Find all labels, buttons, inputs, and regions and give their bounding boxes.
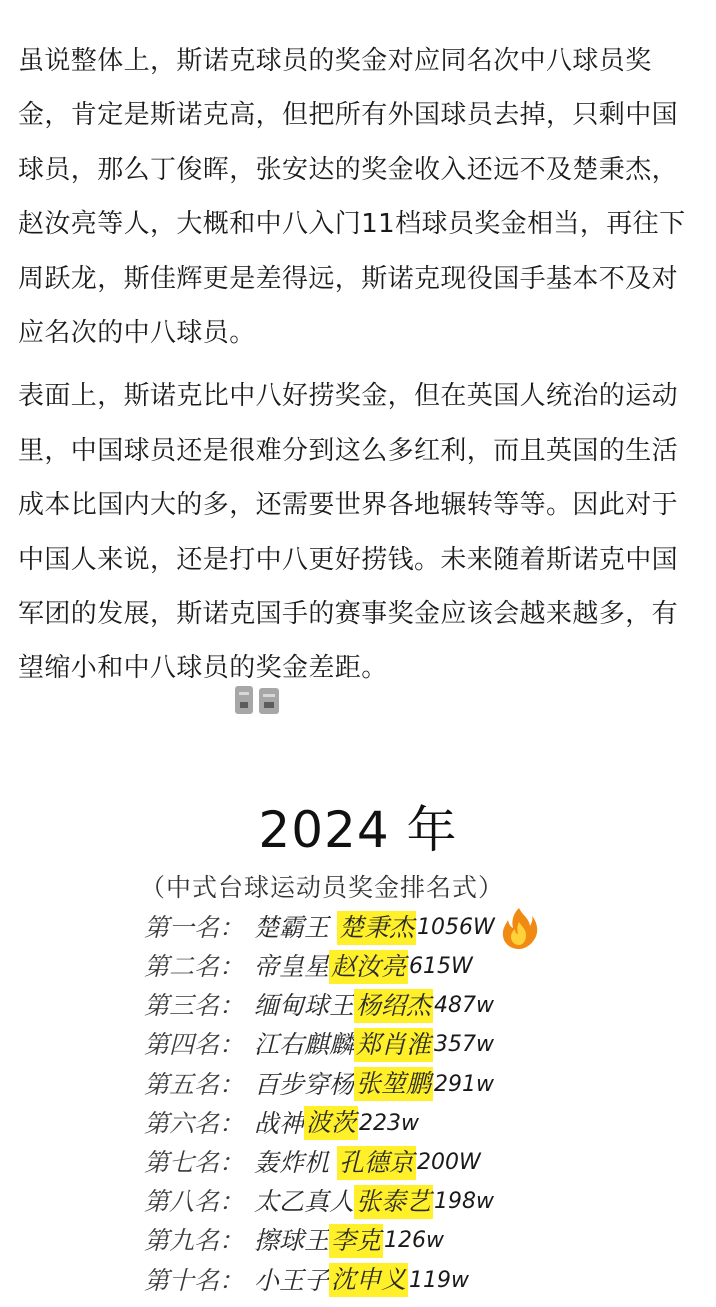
player-name: 楚秉杰 xyxy=(337,911,416,945)
player-nickname: 战神 xyxy=(254,1108,305,1138)
prize-ranking-image xyxy=(0,786,716,1307)
prize-amount: 487w xyxy=(434,993,495,1019)
rank-label: 第六名： xyxy=(144,1108,245,1138)
player-nickname: 擦球王 xyxy=(254,1226,330,1256)
player-name: 沈申义 xyxy=(329,1263,408,1297)
player-name: 杨绍杰 xyxy=(354,989,433,1023)
prize-amount: 200W xyxy=(416,1150,481,1176)
rank-label: 第十名： xyxy=(144,1265,245,1295)
ranking-row xyxy=(144,945,539,984)
ranking-row xyxy=(144,1102,539,1141)
rank-label: 第三名： xyxy=(144,991,245,1021)
rank-label: 第四名： xyxy=(144,1030,245,1060)
ranking-row xyxy=(144,1141,539,1180)
player-name: 郑肖淮 xyxy=(354,1028,433,1062)
player-nickname: 太乙真人 xyxy=(254,1187,355,1217)
ranking-row xyxy=(144,906,539,945)
rank-label: 第七名： xyxy=(144,1148,245,1178)
ranking-row xyxy=(144,984,539,1023)
ranking-row xyxy=(144,1220,539,1259)
player-name: 张堃鹏 xyxy=(354,1067,433,1101)
ranking-row xyxy=(144,1063,539,1102)
player-name: 波茨 xyxy=(304,1106,358,1140)
player-nickname: 帝皇星 xyxy=(254,952,330,982)
prize-amount: 1056W xyxy=(416,915,495,941)
article-text xyxy=(18,34,698,696)
ranking-title: 2024 年 xyxy=(258,801,458,859)
prize-amount: 291w xyxy=(434,1071,495,1097)
fire-icon xyxy=(499,906,539,950)
player-nickname: 百步穿杨 xyxy=(254,1069,355,1099)
prize-amount: 126w xyxy=(384,1228,445,1254)
ranking-row xyxy=(144,1024,539,1063)
player-nickname: 小王子 xyxy=(254,1265,330,1295)
ranking-subtitle: （中式台球运动员奖金排名式） xyxy=(140,873,505,902)
player-nickname: 江右麒麟 xyxy=(254,1030,355,1060)
rank-label: 第二名： xyxy=(144,952,245,982)
player-nickname: 楚霸王 xyxy=(254,913,330,943)
player-name: 张泰艺 xyxy=(354,1185,433,1219)
prize-amount: 119w xyxy=(409,1267,470,1293)
prize-amount: 198w xyxy=(434,1189,495,1215)
rank-label: 第九名： xyxy=(144,1226,245,1256)
player-name: 赵汝亮 xyxy=(329,950,408,984)
prize-amount: 223w xyxy=(359,1110,420,1136)
player-name: 孔德京 xyxy=(337,1146,416,1180)
ranking-row xyxy=(144,1180,539,1219)
ranking-row xyxy=(144,1259,539,1298)
prize-amount: 615W xyxy=(409,954,473,980)
player-name: 李克 xyxy=(329,1224,383,1258)
rank-label: 第八名： xyxy=(144,1187,245,1217)
rank-label: 第一名： xyxy=(144,913,245,943)
rank-label: 第五名： xyxy=(144,1069,245,1099)
prize-amount: 357w xyxy=(434,1032,495,1058)
player-nickname: 缅甸球王 xyxy=(254,991,355,1021)
player-nickname: 轰炸机 xyxy=(254,1148,330,1178)
paragraph-1: 虽说整体上，斯诺克球员的奖金对应同名次中八球员奖金，肯定是斯诺克高，但把所有外国球员去掉，只剩中国球员，那么丁俊晖，张安达的奖金收入还远不及楚秉杰，赵汝亮等人，大概和中八入门11档球员奖金相当，再往下周跃龙，斯佳辉更是差得远，斯诺克现役国手基本不及对应名次的中八球员。 xyxy=(18,46,686,349)
paragraph-2: 表面上，斯诺克比中八好捞奖金，但在英国人统治的运动里，中国球员还是很难分到这么多红利，而且英国的生活成本比国内大的多，还需要世界各地辗转等等。因此对于中国人来说，还是打中八更好捞钱。未来随着斯诺克中国军团的发展，斯诺克国手的赛事奖金应该会越来越多，有望缩小和中八球员的奖金差距。 xyxy=(18,381,679,684)
sad-face-emoji-icon xyxy=(233,684,283,718)
ranking-list xyxy=(144,906,539,1298)
